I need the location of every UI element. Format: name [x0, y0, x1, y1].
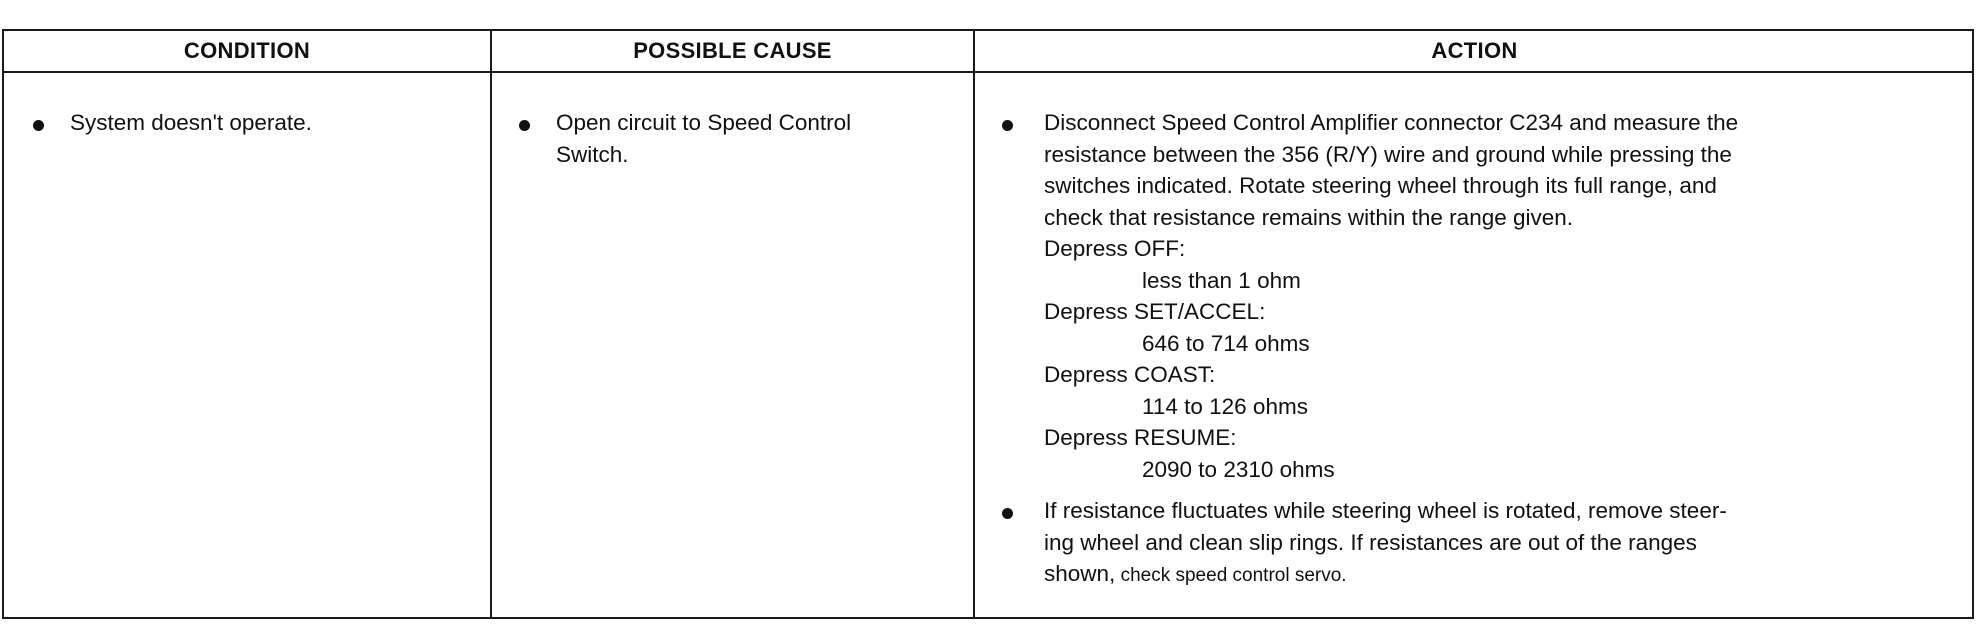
condition-text: System doesn't operate. — [70, 110, 312, 135]
test-label-coast: Depress COAST: — [1044, 362, 1216, 387]
header-action: ACTION — [1431, 38, 1518, 63]
action-second-last-tail: check speed control servo. — [1115, 565, 1347, 586]
bullet-icon — [1002, 120, 1013, 131]
action-item-fluctuation — [975, 495, 1974, 592]
test-value-coast: 114 to 126 ohms — [1142, 393, 1308, 419]
possible-cause-cell — [492, 73, 973, 170]
condition-item — [4, 107, 490, 139]
test-value-off: less than 1 ohm — [1142, 267, 1301, 293]
test-value-set-accel: 646 to 714 ohms — [1142, 330, 1310, 356]
test-value-resume: 2090 to 2310 ohms — [1142, 456, 1335, 482]
condition-cell — [4, 73, 490, 139]
action-cell — [975, 73, 1974, 592]
action-second-line-3 — [1044, 558, 1954, 592]
possible-cause-item — [492, 107, 973, 170]
test-label-set-accel: Depress SET/ACCEL: — [1044, 299, 1266, 324]
action-intro-line-2: resistance between the 356 (R/Y) wire and ground while pressing the — [1044, 141, 1732, 167]
bullet-icon — [33, 120, 44, 131]
action-second-line-2: ing wheel and clean slip rings. If resistances are out of the ranges — [1044, 529, 1697, 555]
diagnostic-table — [2, 29, 1974, 619]
test-label-resume: Depress RESUME: — [1044, 425, 1237, 450]
action-intro-line-3: switches indicated. Rotate steering wheel through its full range, and — [1044, 173, 1717, 198]
possible-cause-line-2: Switch. — [556, 141, 629, 167]
table-header — [4, 31, 1972, 73]
header-possible-cause: POSSIBLE CAUSE — [633, 38, 832, 63]
header-condition: CONDITION — [183, 38, 311, 63]
bullet-icon — [1002, 508, 1013, 519]
bullet-icon — [519, 120, 530, 131]
test-label-off: Depress OFF: — [1044, 236, 1186, 261]
possible-cause-line-1: Open circuit to Speed Control — [556, 110, 852, 135]
action-second-last-start: shown, — [1044, 561, 1116, 586]
action-item-measure — [975, 107, 1974, 485]
action-second-line-1: If resistance fluctuates while steering wheel is rotated, remove steer- — [1044, 498, 1727, 523]
action-intro-line-1: Disconnect Speed Control Amplifier connector C234 and measure the — [1044, 110, 1739, 135]
action-intro-line-4: check that resistance remains within the range given. — [1044, 204, 1574, 230]
